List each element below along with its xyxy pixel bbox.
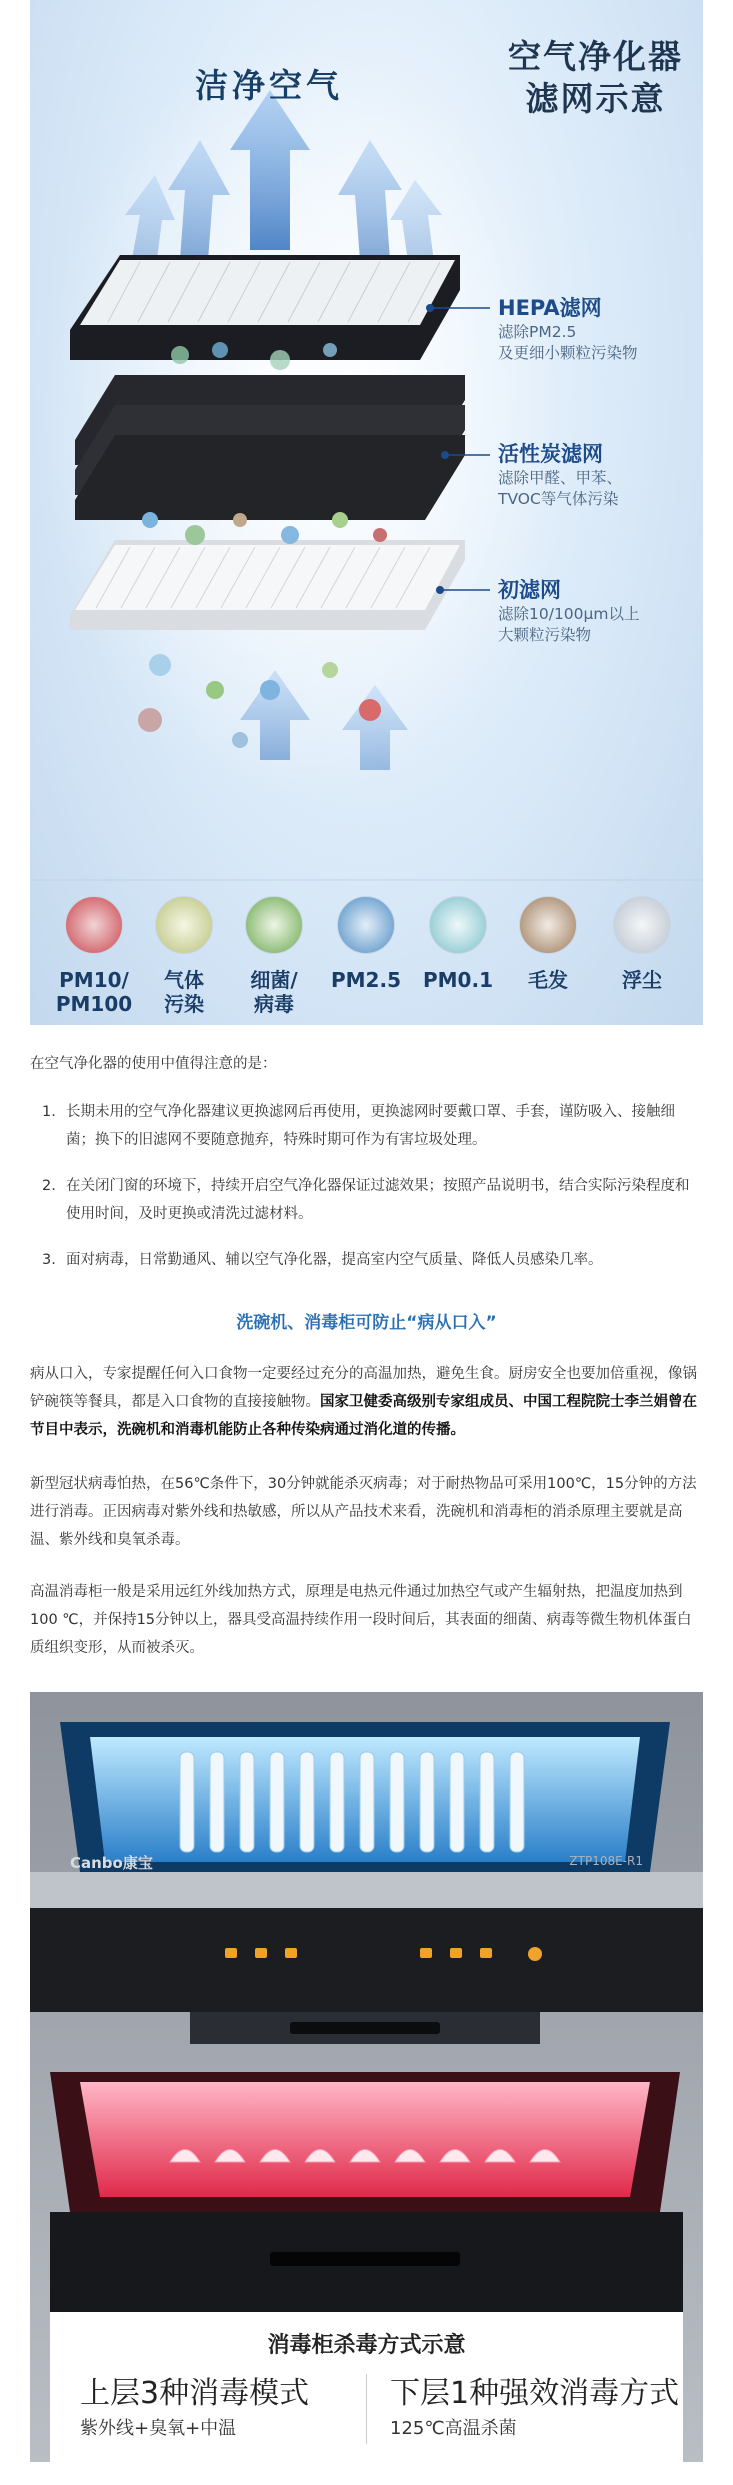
section-title: 洗碗机、消毒柜可防止“病从口入”	[236, 1313, 497, 1333]
list-text: 长期未用的空气净化器建议更换滤网后再使用，更换滤网时要戴口罩、手套，谨防吸入、接触细菌；换下的旧滤网不要随意抛弃，特殊时期可作为有害垃圾处理。	[66, 1104, 675, 1148]
figure-title	[508, 36, 683, 120]
upper-layer-caption	[80, 2374, 380, 2444]
sterilizer-cabinet-image	[30, 1692, 703, 2462]
pollutant-item	[320, 896, 412, 992]
caption-heading: 下层1种强效消毒方式	[390, 2376, 680, 2411]
pollutant-label: 浮尘	[622, 968, 662, 992]
list-item	[30, 1098, 703, 1154]
list-text: 面对病毒，日常勤通风、辅以空气净化器，提高室内空气质量、降低人员感染几率。	[66, 1252, 603, 1268]
filter-name: 活性炭滤网	[498, 442, 603, 466]
carbon-filter	[75, 375, 465, 520]
pollutant-label: PM100	[55, 992, 133, 1016]
tips-list	[30, 1098, 703, 1292]
pollutant-item	[412, 896, 504, 992]
pollutant-item	[502, 896, 594, 992]
pm01-icon	[429, 896, 487, 954]
air-purifier-filter-diagram	[30, 0, 703, 1025]
pollutant-item	[138, 896, 230, 1016]
pollutant-row	[30, 896, 703, 1025]
filter-desc: TVOC等气体污染	[498, 490, 619, 508]
caption-heading: 上层3种消毒模式	[80, 2376, 310, 2411]
pollutant-item	[596, 896, 688, 992]
intro-paragraph: 在空气净化器的使用中值得注意的是：	[30, 1056, 277, 1072]
pollutant-label: 污染	[164, 992, 204, 1016]
pm10-icon	[65, 896, 123, 954]
gas-icon	[155, 896, 213, 954]
pollutant-item	[48, 896, 140, 1016]
pre-filter	[70, 540, 465, 630]
hepa-label	[498, 292, 638, 364]
filter-desc: 滤除10/100μm以上	[498, 605, 640, 623]
caption-detail: 紫外线+臭氧+中温	[80, 2418, 237, 2439]
pre-filter-label	[498, 574, 640, 646]
pollutant-label: PM0.1	[423, 968, 493, 992]
pollutant-label: 毛发	[528, 968, 568, 992]
pollutant-label: PM2.5	[331, 968, 401, 992]
filter-desc: 及更细小颗粒污染物	[498, 344, 638, 362]
brand-logo: Canbo康宝	[70, 1854, 153, 1872]
model-number: ZTP108E-R1	[569, 1854, 643, 1868]
hepa-filter	[70, 255, 460, 360]
list-number: 3.	[42, 1252, 56, 1268]
caption-title: 消毒柜杀毒方式示意	[267, 2333, 466, 2358]
paragraph: 高温消毒柜一般是采用远红外线加热方式，原理是电热元件通过加热空气或产生辐射热，把温度加热到100 ℃，并保持15分钟以上，器具受高温持续作用一段时间后，其表面的细菌、病毒等微生物机体蛋白质组织变形，从而被杀灭。	[30, 1584, 692, 1656]
filter-desc: 滤除PM2.5	[498, 323, 577, 341]
dust-icon	[613, 896, 671, 954]
caption-detail: 125℃高温杀菌	[390, 2418, 517, 2439]
bacteria-icon	[245, 896, 303, 954]
list-item	[30, 1246, 703, 1274]
figure-title-line-2: 滤网示意	[525, 79, 666, 118]
paragraph-bold-text: 国家卫健委高级别专家组成员、中国工程院院士李兰娟曾在节目中表示，洗碗机和消毒机能防止各种传染病通过消化道的传播。	[30, 1394, 697, 1438]
carbon-label	[498, 438, 622, 510]
filter-illustration	[30, 0, 703, 1025]
list-item	[30, 1172, 703, 1228]
paragraph: 新型冠状病毒怕热，在56℃条件下，30分钟就能杀灭病毒；对于耐热物品可采用100℃，15分钟的方法进行消毒。正因病毒对紫外线和热敏感，所以从产品技术来看，洗碗机和消毒柜的消杀原理主要就是高温、紫外线和臭氧杀毒。	[30, 1476, 697, 1548]
list-text: 在关闭门窗的环境下，持续开启空气净化器保证过滤效果；按照产品说明书，结合实际污染程度和使用时间，及时更换或清洗过滤材料。	[66, 1178, 690, 1222]
caption-box	[50, 2312, 683, 2462]
filter-name: HEPA滤网	[498, 296, 602, 320]
pollutant-label: 气体	[164, 968, 204, 992]
list-number: 1.	[42, 1104, 56, 1120]
filter-name: 初滤网	[498, 578, 561, 602]
filter-desc: 大颗粒污染物	[498, 626, 592, 644]
pollutant-item	[228, 896, 320, 1016]
lower-layer-caption	[390, 2374, 690, 2444]
hair-icon	[519, 896, 577, 954]
pollutant-label: 细菌/	[250, 968, 298, 992]
filter-desc: 滤除甲醛、甲苯、	[498, 469, 623, 487]
clean-air-label: 洁净空气	[195, 66, 343, 105]
paragraph	[30, 1360, 703, 1444]
pollutant-label: 病毒	[254, 992, 294, 1016]
pm25-icon	[337, 896, 395, 954]
pollutant-label: PM10/	[59, 968, 129, 992]
list-number: 2.	[42, 1178, 56, 1194]
figure-title-line-1: 空气净化器	[508, 37, 683, 76]
paragraph-text: 病从口入，专家提醒任何入口食物一定要经过充分的高温加热，避免生食。厨房安全也要加倍重视，像锅铲碗筷等餐具，都是入口食物的直接接触物。	[30, 1366, 697, 1410]
